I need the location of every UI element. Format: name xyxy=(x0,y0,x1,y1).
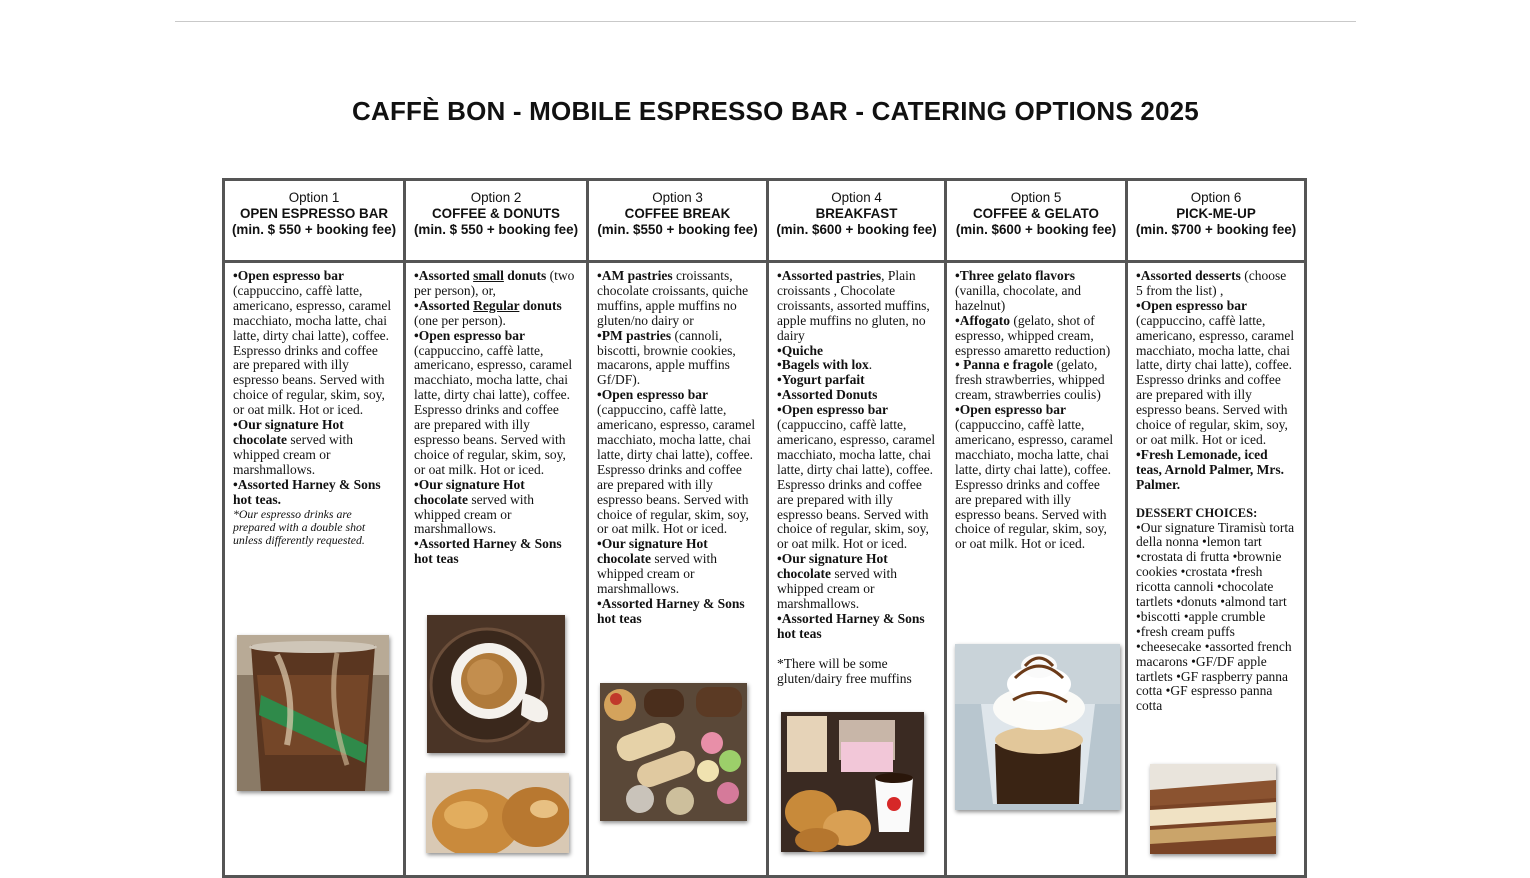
menu-item: •Open espresso bar (cappuccino, caffè latte, americano, espresso, caramel macchiato, mocha latte, chai latte, dirty chai latte), coffee. Espresso drinks and coffee are prepared with illy espresso beans. Served with choice of regular, skim, soy, or oat milk. Hot or iced. xyxy=(414,327,573,477)
menu-item: •Bagels with lox. xyxy=(777,357,873,373)
menu-item: •Open espresso bar (cappuccino, caffè latte, americano, espresso, caramel macchiato, mocha latte, chai latte, dirty chai latte), coffee. Espresso drinks and coffee are prepared with illy espresso beans. Served with choice of regular, skim, soy, or oat milk. Hot or iced. xyxy=(597,387,756,537)
tiramisu-photo xyxy=(1150,764,1276,854)
option-column-1 xyxy=(225,181,406,875)
menu-item: •Open espresso bar (cappuccino, caffè latte, americano, espresso, caramel macchiato, mocha latte, chai latte, dirty chai latte), coffee. Espresso drinks and coffee are prepared with illy espresso beans. Served with choice of regular, skim, soy, or oat milk. Hot or iced. xyxy=(1136,297,1295,447)
option-body-4 xyxy=(769,263,944,686)
menu-item: •Three gelato flavors (vanilla, chocolate, and hazelnut) xyxy=(955,268,1081,313)
menu-item: •Affogato (gelato, shot of espresso, whipped cream, espresso amaretto reduction) xyxy=(955,312,1111,358)
menu-item: •Quiche xyxy=(777,342,823,358)
option-header-4 xyxy=(769,181,944,263)
option-number: Option 1 xyxy=(288,190,340,205)
menu-item: •Our signature Hot chocolate served with whipped cream or marshmallows. xyxy=(414,476,534,537)
footnote: *Our espresso drinks are prepared with a double shot unless differently requested. xyxy=(233,506,366,548)
menu-item: •Our signature Hot chocolate served with whipped cream or marshmallows. xyxy=(777,551,897,611)
option-body-3 xyxy=(589,263,766,627)
menu-item: •AM pastries croissants, chocolate croissants, quiche muffins, apple muffins no gluten/no dairy or xyxy=(597,268,749,328)
option-name: PICK-ME-UP xyxy=(1176,206,1256,221)
menu-item: •PM pastries (cannoli, biscotti, brownie cookies, macarons, apple muffins Gf/DF). xyxy=(597,327,736,388)
option-header-6 xyxy=(1128,181,1304,263)
option-header-5 xyxy=(947,181,1125,263)
menu-item: •Assorted pastries, Plain croissants , Chocolate croissants, assorted muffins, apple muffins no gluten, no dairy xyxy=(777,268,930,343)
option-minimum: (min. $ 550 + booking fee) xyxy=(413,222,579,237)
pastries-photo xyxy=(600,683,747,821)
dessert-choices-heading: DESSERT CHOICES: xyxy=(1136,505,1258,520)
menu-item: •Assorted Harney & Sons hot teas xyxy=(414,536,562,567)
page-title: CAFFÈ BON - MOBILE ESPRESSO BAR - CATERING OPTIONS 2025 xyxy=(352,96,1199,126)
option-minimum: (min. $550 + booking fee) xyxy=(597,222,758,237)
option-column-3 xyxy=(589,181,769,875)
option-name: COFFEE & GELATO xyxy=(973,206,1099,221)
option-body-5 xyxy=(947,263,1125,552)
option-column-5 xyxy=(947,181,1128,875)
menu-item: •Assorted desserts (choose 5 from the list) , xyxy=(1136,268,1287,298)
menu-item: •Open espresso bar (cappuccino, caffè latte, americano, espresso, caramel macchiato, mocha latte, chai latte, dirty chai latte), coffee. Espresso drinks and coffee are prepared with illy espresso beans. Served with choice of regular, skim, soy, or oat milk. Hot or iced. xyxy=(777,402,936,552)
menu-item: •Fresh Lemonade, iced teas, Arnold Palmer, Mrs. Palmer. xyxy=(1136,446,1284,492)
option-column-2 xyxy=(406,181,589,875)
menu-item: •Our signature Hot chocolate served with whipped cream or marshmallows. xyxy=(233,417,353,477)
option-number: Option 2 xyxy=(470,190,522,205)
menu-item: •Assorted Harney & Sons hot teas xyxy=(777,610,925,641)
option-column-6 xyxy=(1128,181,1304,875)
donuts-photo xyxy=(426,773,569,853)
option-column-4 xyxy=(769,181,947,875)
menu-item: •Open espresso bar (cappuccino, caffè latte, americano, espresso, caramel macchiato, mocha latte, chai latte, dirty chai latte), coffee. Espresso drinks and coffee are prepared with illy espresso beans. Served with choice of regular, skim, soy, or oat milk. Hot or iced. xyxy=(233,268,392,418)
menu-item: •Assorted small donuts (two per person), or, xyxy=(414,268,575,298)
option-name: COFFEE BREAK xyxy=(624,206,731,221)
affogato-photo xyxy=(955,644,1120,810)
option-minimum: (min. $700 + booking fee) xyxy=(1135,222,1297,237)
option-number: Option 5 xyxy=(1010,190,1062,205)
option-number: Option 6 xyxy=(1190,190,1242,205)
dessert-choices-list: •Our signature Tiramisù torta della nonna •lemon tart •crostata di frutta •brownie cookies •crostata •fresh ricotta cannoli •chocolate tartlets •donuts •almond tart •biscotti •apple crumble •fresh cream puffs •cheesecake •assorted french macarons •GF/DF apple tartlets •GF raspberry panna cotta •GF espresso panna cotta xyxy=(1136,519,1295,714)
iced-coffee-photo xyxy=(237,635,389,791)
catering-options-table xyxy=(222,178,1307,878)
option-number: Option 3 xyxy=(652,190,703,205)
breakfast-photo xyxy=(781,712,924,852)
top-divider xyxy=(175,21,1356,22)
footnote: *There will be some gluten/dairy free muffins xyxy=(777,655,912,686)
espresso-cup-photo xyxy=(427,615,565,753)
menu-item: •Assorted Regular donuts (one per person). xyxy=(414,297,562,328)
option-name: BREAKFAST xyxy=(815,206,898,221)
option-body-1 xyxy=(225,263,403,548)
menu-item: •Assorted Harney & Sons hot teas. xyxy=(233,476,381,507)
option-header-2 xyxy=(406,181,586,263)
option-minimum: (min. $600 + booking fee) xyxy=(776,222,937,237)
menu-item: •Yogurt parfait xyxy=(777,372,865,388)
option-name: OPEN ESPRESSO BAR xyxy=(239,206,389,221)
menu-item: •Assorted Harney & Sons hot teas xyxy=(597,595,745,626)
option-minimum: (min. $600 + booking fee) xyxy=(955,222,1117,237)
menu-item: •Our signature Hot chocolate served with whipped cream or marshmallows. xyxy=(597,536,717,597)
menu-item: •Open espresso bar (cappuccino, caffè latte, americano, espresso, caramel macchiato, mocha latte, chai latte, dirty chai latte), coffee. Espresso drinks and coffee are prepared with illy espresso beans. Served with choice of regular, skim, soy, or oat milk. Hot or iced. xyxy=(955,402,1114,552)
menu-item: •Assorted Donuts xyxy=(777,387,878,403)
option-name: COFFEE & DONUTS xyxy=(432,206,560,221)
menu-item: • Panna e fragole (gelato, fresh strawberries, whipped cream, strawberries coulis) xyxy=(955,357,1105,403)
option-header-1 xyxy=(225,181,403,263)
option-header-3 xyxy=(589,181,766,263)
option-minimum: (min. $ 550 + booking fee) xyxy=(231,222,397,237)
option-body-2 xyxy=(406,263,586,567)
option-body-6 xyxy=(1128,263,1304,714)
option-number: Option 4 xyxy=(831,190,882,205)
